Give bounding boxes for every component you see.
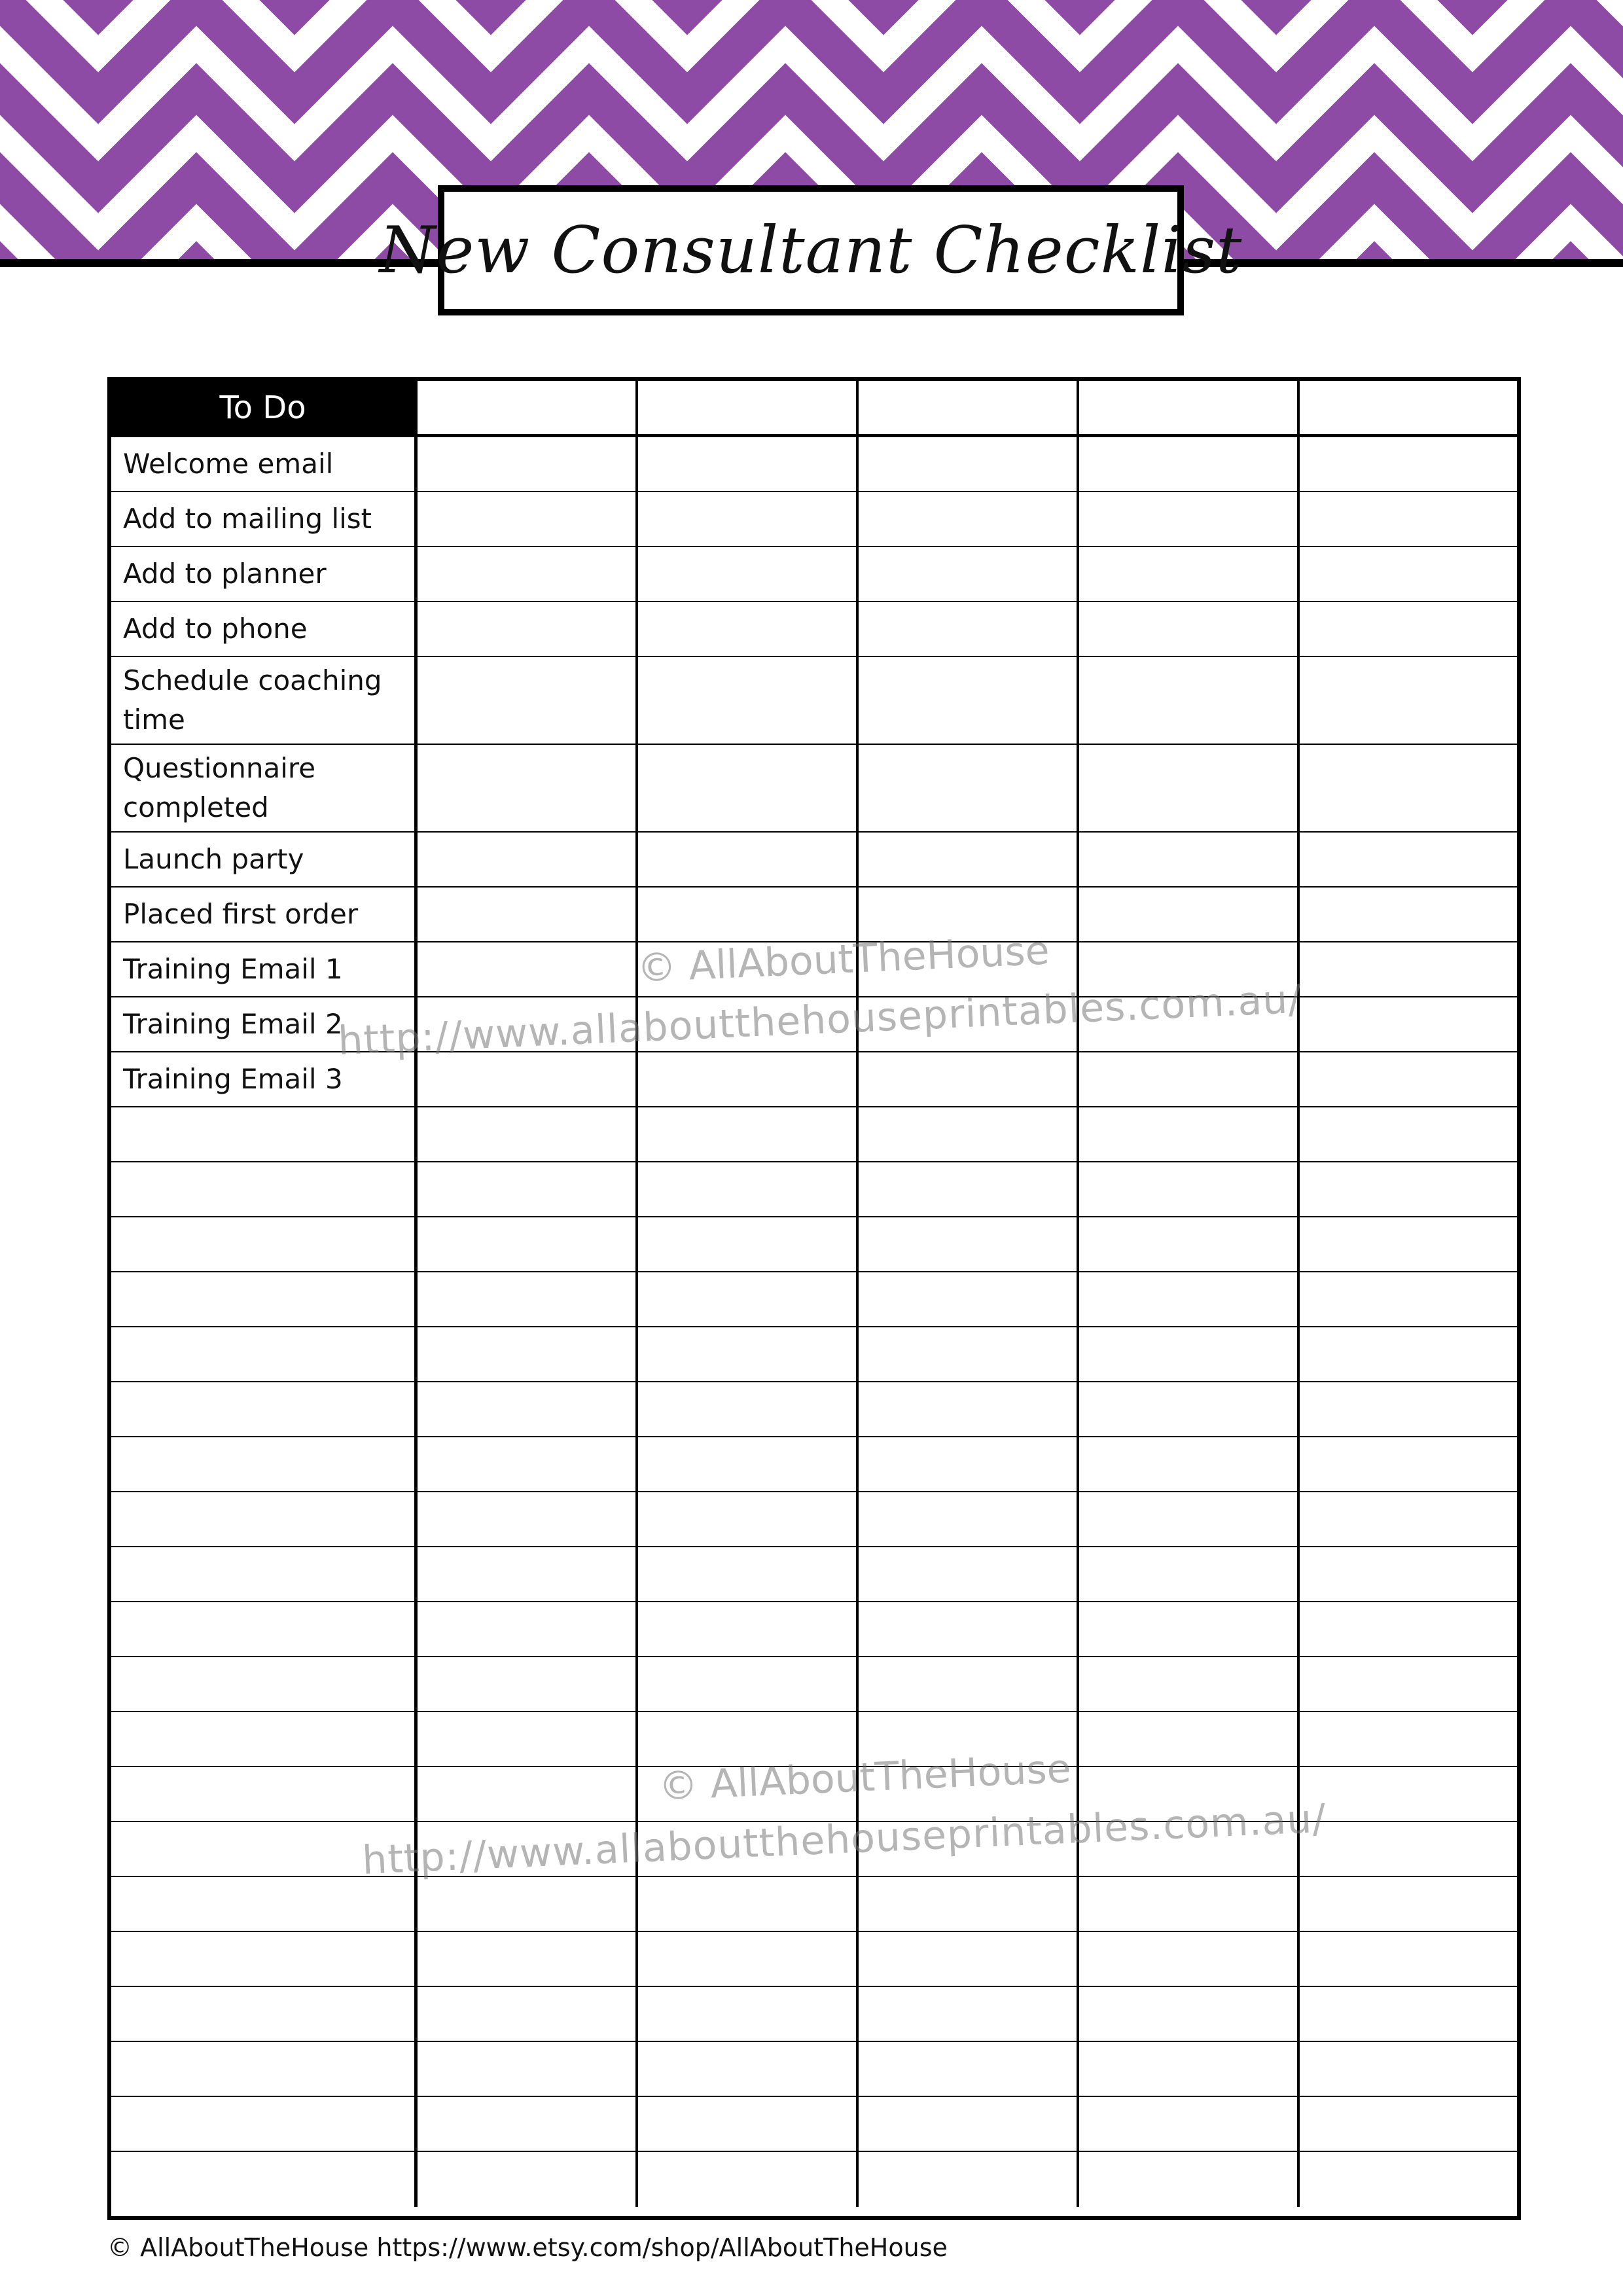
check-cell <box>418 1492 638 1547</box>
check-cell <box>418 1107 638 1162</box>
check-cell <box>859 1272 1079 1327</box>
check-cell <box>859 492 1079 547</box>
header-cell <box>859 381 1079 437</box>
check-cell <box>1300 1767 1517 1822</box>
check-cell <box>859 657 1079 745</box>
check-cell <box>638 1327 859 1382</box>
check-cell <box>418 1327 638 1382</box>
footer-text: © AllAboutTheHouse https://www.etsy.com/shop/AllAboutTheHouse <box>107 2233 948 2262</box>
check-cell <box>1079 888 1300 942</box>
check-cell <box>859 1107 1079 1162</box>
check-cell <box>638 1437 859 1492</box>
check-cell <box>1079 1327 1300 1382</box>
check-cell <box>1300 602 1517 657</box>
check-cell <box>1300 1437 1517 1492</box>
check-cell <box>418 1657 638 1712</box>
check-cell <box>1079 1437 1300 1492</box>
check-cell <box>1300 888 1517 942</box>
task-label: Add to mailing list <box>111 492 418 547</box>
header-cell <box>638 381 859 437</box>
check-cell <box>859 1657 1079 1712</box>
check-cell <box>418 1767 638 1822</box>
check-cell <box>418 547 638 602</box>
check-cell <box>1079 1657 1300 1712</box>
task-label <box>111 1877 418 1932</box>
check-cell <box>1300 1382 1517 1437</box>
check-cell <box>638 745 859 833</box>
task-label <box>111 1492 418 1547</box>
check-cell <box>1300 657 1517 745</box>
check-cell <box>1300 2097 1517 2152</box>
check-cell <box>638 1382 859 1437</box>
check-cell <box>1300 1107 1517 1162</box>
check-cell <box>418 745 638 833</box>
check-cell <box>859 1327 1079 1382</box>
check-cell <box>638 888 859 942</box>
task-label: Schedule coaching time <box>111 657 418 745</box>
check-cell <box>1300 1547 1517 1602</box>
check-cell <box>1079 1162 1300 1217</box>
task-label <box>111 1657 418 1712</box>
task-label: Training Email 2 <box>111 997 418 1052</box>
check-cell <box>418 1547 638 1602</box>
check-cell <box>638 1932 859 1987</box>
check-cell <box>859 602 1079 657</box>
checklist-table <box>107 377 1521 2220</box>
check-cell <box>1079 1932 1300 1987</box>
check-cell <box>1300 1822 1517 1877</box>
check-cell <box>859 1437 1079 1492</box>
check-cell <box>859 1052 1079 1107</box>
task-label <box>111 1932 418 1987</box>
task-label <box>111 1107 418 1162</box>
task-label <box>111 1547 418 1602</box>
check-cell <box>1300 1217 1517 1272</box>
check-cell <box>1079 437 1300 492</box>
check-cell <box>1300 942 1517 997</box>
check-cell <box>1300 833 1517 888</box>
check-cell <box>859 833 1079 888</box>
check-cell <box>1079 657 1300 745</box>
check-cell <box>1300 2152 1517 2207</box>
check-cell <box>418 1162 638 1217</box>
check-cell <box>418 942 638 997</box>
check-cell <box>859 547 1079 602</box>
task-label: Add to planner <box>111 547 418 602</box>
task-label <box>111 1712 418 1767</box>
watermark-url: http://www.allaboutthehouseprintables.com.au/ <box>337 976 1303 1064</box>
check-cell <box>1079 492 1300 547</box>
check-cell <box>638 437 859 492</box>
check-cell <box>1079 1382 1300 1437</box>
check-cell <box>638 1217 859 1272</box>
title-box <box>379 185 1243 315</box>
check-cell <box>638 1052 859 1107</box>
check-cell <box>418 1382 638 1437</box>
check-cell <box>859 745 1079 833</box>
check-cell <box>1300 1987 1517 2042</box>
page-title: New Consultant Checklist <box>379 213 1243 288</box>
check-cell <box>1079 602 1300 657</box>
check-cell <box>418 1602 638 1657</box>
check-cell <box>1300 997 1517 1052</box>
task-label <box>111 1987 418 2042</box>
check-cell <box>418 1987 638 2042</box>
check-cell <box>1300 1327 1517 1382</box>
check-cell <box>859 2152 1079 2207</box>
check-cell <box>1300 745 1517 833</box>
check-cell <box>418 1932 638 1987</box>
check-cell <box>1079 1272 1300 1327</box>
check-cell <box>638 1107 859 1162</box>
check-cell <box>638 833 859 888</box>
check-cell <box>1300 492 1517 547</box>
check-cell <box>638 1492 859 1547</box>
check-cell <box>859 1382 1079 1437</box>
check-cell <box>1079 2042 1300 2097</box>
task-label <box>111 2042 418 2097</box>
task-label: Placed first order <box>111 888 418 942</box>
check-cell <box>1079 1547 1300 1602</box>
check-cell <box>1300 1272 1517 1327</box>
check-cell <box>418 492 638 547</box>
task-label <box>111 2097 418 2152</box>
check-cell <box>418 1217 638 1272</box>
task-label: Welcome email <box>111 437 418 492</box>
watermark-copyright: © AllAboutTheHouse <box>658 1746 1072 1810</box>
check-cell <box>418 2042 638 2097</box>
check-cell <box>418 1052 638 1107</box>
check-cell <box>1079 2152 1300 2207</box>
task-label: Add to phone <box>111 602 418 657</box>
task-label <box>111 2152 418 2207</box>
watermark-url: http://www.allaboutthehouseprintables.com.au/ <box>361 1795 1327 1884</box>
header-cell <box>1079 381 1300 437</box>
check-cell <box>638 1987 859 2042</box>
check-cell <box>638 1547 859 1602</box>
check-cell <box>1079 1987 1300 2042</box>
check-cell <box>1300 1602 1517 1657</box>
check-cell <box>1300 1657 1517 1712</box>
check-cell <box>638 547 859 602</box>
check-cell <box>418 1437 638 1492</box>
check-cell <box>1300 1877 1517 1932</box>
check-cell <box>418 833 638 888</box>
watermark-copyright: © AllAboutTheHouse <box>636 927 1050 992</box>
check-cell <box>418 1272 638 1327</box>
check-cell <box>859 1217 1079 1272</box>
check-cell <box>418 2152 638 2207</box>
check-cell <box>418 2097 638 2152</box>
check-cell <box>1300 1052 1517 1107</box>
check-cell <box>859 437 1079 492</box>
check-cell <box>418 888 638 942</box>
check-cell <box>859 1987 1079 2042</box>
check-cell <box>859 1602 1079 1657</box>
check-cell <box>1300 1712 1517 1767</box>
check-cell <box>1300 437 1517 492</box>
check-cell <box>1079 2097 1300 2152</box>
check-cell <box>1079 1217 1300 1272</box>
task-label <box>111 1382 418 1437</box>
task-label: Questionnaire completed <box>111 745 418 833</box>
check-cell <box>1079 833 1300 888</box>
header-cell <box>1300 381 1517 437</box>
check-cell <box>1079 1712 1300 1767</box>
check-cell <box>1300 1492 1517 1547</box>
check-cell <box>638 492 859 547</box>
check-cell <box>1079 745 1300 833</box>
check-cell <box>418 1877 638 1932</box>
check-cell <box>859 1932 1079 1987</box>
check-cell <box>859 1547 1079 1602</box>
check-cell <box>1300 2042 1517 2097</box>
check-cell <box>1300 1932 1517 1987</box>
task-label <box>111 1272 418 1327</box>
check-cell <box>859 1877 1079 1932</box>
check-cell <box>1300 1162 1517 1217</box>
check-cell <box>1300 547 1517 602</box>
check-cell <box>638 2152 859 2207</box>
header-cell <box>418 381 638 437</box>
check-cell <box>638 2097 859 2152</box>
check-cell <box>859 1162 1079 1217</box>
check-cell <box>638 2042 859 2097</box>
task-label <box>111 1162 418 1217</box>
check-cell <box>418 1712 638 1767</box>
check-cell <box>1079 1107 1300 1162</box>
check-cell <box>418 602 638 657</box>
task-label <box>111 1217 418 1272</box>
todo-header: To Do <box>111 381 418 437</box>
check-cell <box>859 1492 1079 1547</box>
check-cell <box>1079 1877 1300 1932</box>
check-cell <box>418 437 638 492</box>
task-label <box>111 1602 418 1657</box>
check-cell <box>859 2097 1079 2152</box>
check-cell <box>1079 1492 1300 1547</box>
task-label: Training Email 3 <box>111 1052 418 1107</box>
task-label: Launch party <box>111 833 418 888</box>
check-cell <box>638 1657 859 1712</box>
check-cell <box>638 602 859 657</box>
check-cell <box>638 1162 859 1217</box>
task-label: Training Email 1 <box>111 942 418 997</box>
check-cell <box>859 2042 1079 2097</box>
check-cell <box>638 1272 859 1327</box>
check-cell <box>1079 547 1300 602</box>
check-cell <box>638 1877 859 1932</box>
check-cell <box>638 1602 859 1657</box>
check-cell <box>1079 1602 1300 1657</box>
check-cell <box>1079 1052 1300 1107</box>
check-cell <box>418 657 638 745</box>
task-label <box>111 1437 418 1492</box>
task-label <box>111 1767 418 1822</box>
task-label <box>111 1327 418 1382</box>
check-cell <box>638 657 859 745</box>
